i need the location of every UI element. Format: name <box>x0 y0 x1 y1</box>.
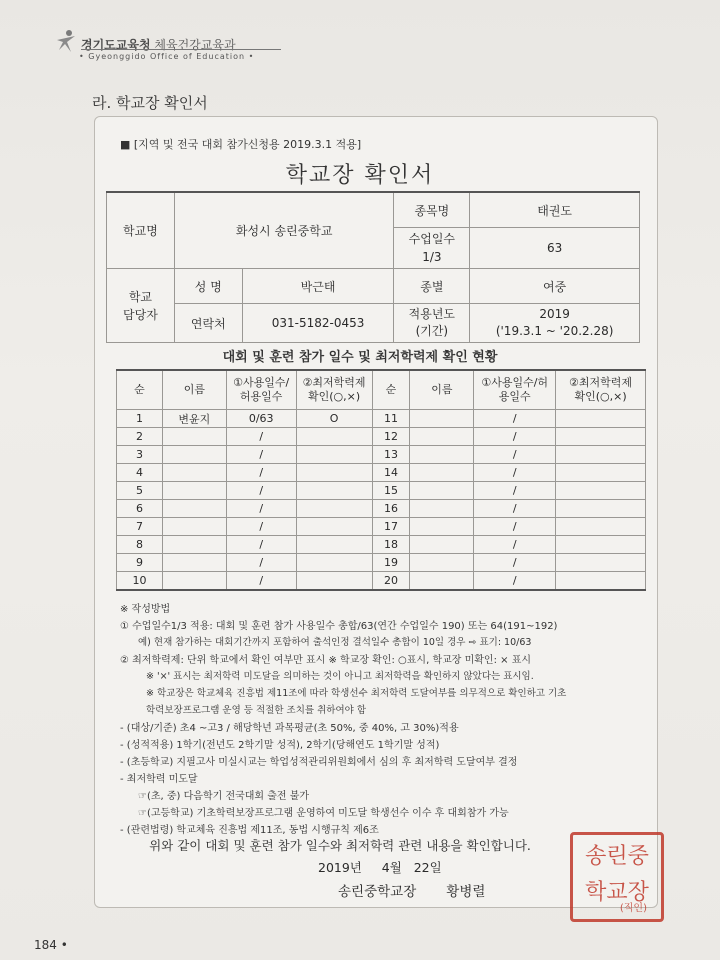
header-usage-days-right: ①사용일수/허 용일수 <box>474 370 556 410</box>
class-days-value: 63 <box>470 228 640 269</box>
table-row: 2 / 12 / <box>117 428 646 446</box>
table-row: 7 / 17 / <box>117 518 646 536</box>
event-label: 종목명 <box>394 192 470 228</box>
issue-date: 2019년 4월 22일 <box>318 860 442 875</box>
year-value: 2019 ('19.3.1 ~ '20.2.28) <box>470 304 640 343</box>
table-row: 9 / 19 / <box>117 554 646 572</box>
writing-instructions <box>120 600 660 838</box>
table-header-row <box>117 370 646 410</box>
table-title: 대회 및 훈련 참가 일수 및 최저학력제 확인 현황 <box>222 350 498 365</box>
instruction-line: - (성적적용) 1학기(전년도 2학기말 성적), 2학기(당해연도 1학기말 성적) <box>120 740 440 751</box>
principal-title: 송린중학교장 <box>338 884 417 900</box>
instruction-line: - 최저학력 미도달 <box>120 774 198 785</box>
school-info-table <box>106 191 640 343</box>
participation-table <box>116 369 646 591</box>
table-row: 10 / 20 / <box>117 572 646 591</box>
gender-label: 종별 <box>394 269 470 304</box>
seal-label: (직인) <box>619 903 647 914</box>
manager-name-label: 성 명 <box>174 269 242 304</box>
header-name-right: 이름 <box>410 370 474 410</box>
table-row: 4 / 14 / <box>117 464 646 482</box>
instruction-line: ※ '×' 표시는 최저학력 미도달을 의미하는 것이 아니고 최저학력을 확인하지 않았다는 표시임. <box>146 671 534 682</box>
header-name: 이름 <box>162 370 226 410</box>
class-days-label: 수업일수 1/3 <box>394 228 470 269</box>
gender-value: 여중 <box>470 269 640 304</box>
instruction-line: ① 수업일수1/3 적용: 대회 및 훈련 참가 사용일수 총합/63(연간 수업일수 190) 또는 64(191~192) <box>120 621 558 632</box>
table-row: 3 / 13 / <box>117 446 646 464</box>
confirmation-statement: 위와 같이 대회 및 훈련 참가 일수와 최저학력 관련 내용을 확인합니다. <box>149 838 531 853</box>
office-of-education-logo-icon <box>55 28 77 54</box>
form-note: ■ [지역 및 전국 대회 참가신청용 2019.3.1 적용] <box>120 138 362 151</box>
instruction-line: ② 최저학력제: 단위 학교에서 확인 여부만 표시 ※ 학교장 확인: ○표시, 학교장 미확인: × 표시 <box>120 655 532 666</box>
instruction-line: - (초등학교) 지필고사 미실시교는 학업성적관리위원회에서 심의 후 최저학력 도달여부 결정 <box>120 757 518 768</box>
instruction-line: 예) 현재 참가하는 대회기간까지 포함하여 출석인정 결석일수 총합이 10일 경우 ⇨ 표기: 10/63 <box>138 637 532 648</box>
instruction-line: ☞(고등학교) 기초학력보장프로그램 운영하여 미도달 학생선수 이수 후 대회참가 가능 <box>138 808 509 819</box>
department-name: 체육건강교육과 <box>154 38 236 52</box>
letterhead-divider <box>81 49 281 50</box>
manager-name-value: 박근태 <box>242 269 394 304</box>
school-name-value: 화성시 송린중학교 <box>174 192 394 269</box>
table-row: 8 / 18 / <box>117 536 646 554</box>
instruction-line: ※ 학교장은 학교체육 진흥법 제11조에 따라 학생선수 최저학력 도달여부를 의무적으로 확인하고 기초 <box>146 688 567 699</box>
page-number: 184 • <box>34 938 68 952</box>
header-no-right: 순 <box>372 370 410 410</box>
year-label: 적용년도 (기간) <box>394 304 470 343</box>
principal-signature-line <box>338 880 485 900</box>
org-name-korean: 경기도교육청 <box>81 38 151 52</box>
table-row: 5 / 15 / <box>117 482 646 500</box>
contact-label: 연락처 <box>174 304 242 343</box>
manager-label: 학교 담당자 <box>107 269 175 343</box>
instruction-line: - (관련법령) 학교체육 진흥법 제11조, 동법 시행규칙 제6조 <box>120 825 379 836</box>
instruction-line: - (대상/기준) 초4 ~고3 / 해당학년 과목평균(초 50%, 중 40%, 고 30%)적용 <box>120 723 459 734</box>
section-title: 라. 학교장 확인서 <box>92 94 208 112</box>
official-seal-stamp: 송린중 학교장 (직인) <box>570 832 664 922</box>
school-name-label: 학교명 <box>107 192 175 269</box>
header-usage-days: ①사용일수/ 허용일수 <box>226 370 296 410</box>
table-row: 6 / 16 / <box>117 500 646 518</box>
principal-name: 황병렬 <box>446 884 486 900</box>
instruction-line: 학력보장프로그램 운영 등 적절한 조치를 취하여야 함 <box>146 705 367 716</box>
instructions-title: ※ 작성방법 <box>120 604 171 615</box>
table-row: 1 변윤지 0/63 O 11 / <box>117 410 646 428</box>
instruction-line: ☞(초, 중) 다음학기 전국대회 출전 불가 <box>138 791 310 802</box>
event-value: 태권도 <box>470 192 640 228</box>
header-no: 순 <box>117 370 163 410</box>
contact-value: 031-5182-0453 <box>242 304 394 343</box>
header-min-academic-right: ②최저학력제 확인(○,×) <box>556 370 646 410</box>
header-min-academic: ②최저학력제 확인(○,×) <box>296 370 372 410</box>
form-title: 학교장 확인서 <box>285 163 435 188</box>
org-name-english: • Gyeonggido Office of Education • <box>79 52 255 61</box>
